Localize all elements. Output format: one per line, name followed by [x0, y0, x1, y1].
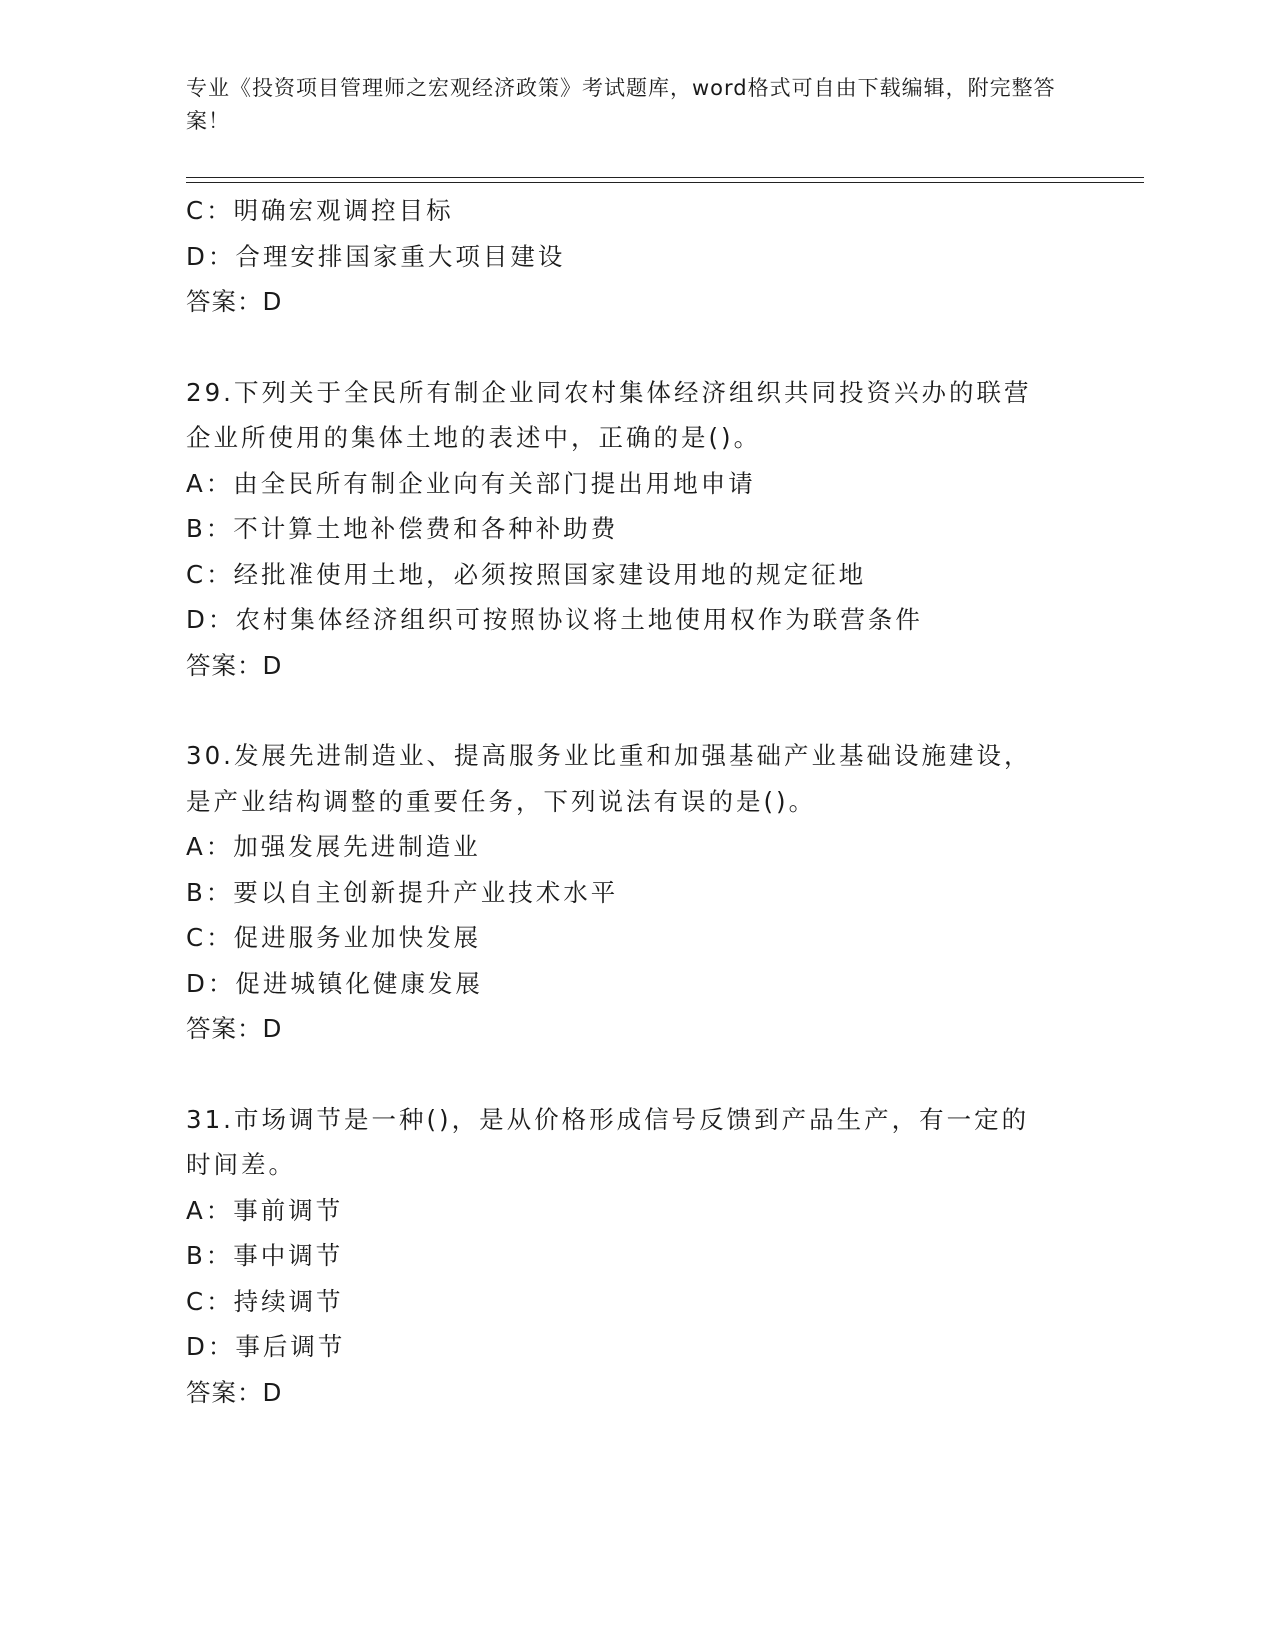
- question-list: [186, 188, 1086, 1415]
- option-b: B：不计算土地补偿费和各种补助费: [186, 514, 619, 543]
- question-text-line: 31.市场调节是一种()，是从价格形成信号反馈到产品生产，有一定的: [186, 1104, 1030, 1134]
- spacer: [186, 325, 1086, 370]
- question-continued: [186, 188, 1086, 325]
- answer-line: 答案：D: [186, 1014, 283, 1043]
- option-b: B：事中调节: [186, 1241, 344, 1270]
- question-text-line: 30.发展先进制造业、提高服务业比重和加强基础产业基础设施建设，: [186, 741, 1032, 770]
- header-divider-bottom: [186, 182, 1144, 183]
- option-d: D：促进城镇化健康发展: [186, 968, 483, 998]
- option-c: C：促进服务业加快发展: [186, 923, 482, 952]
- option-d: D：合理安排国家重大项目建设: [186, 241, 566, 271]
- answer-line: 答案：D: [186, 650, 283, 680]
- spacer: [186, 688, 1086, 733]
- question-text-line: 时间差。: [186, 1150, 296, 1179]
- question-text-line: 29.下列关于全民所有制企业同农村集体经济组织共同投资兴办的联营: [186, 377, 1032, 407]
- question-text-line: 企业所使用的集体土地的表述中，正确的是()。: [186, 423, 762, 452]
- option-c: C：经批准使用土地，必须按照国家建设用地的规定征地: [186, 559, 867, 589]
- question-31: [186, 1097, 1086, 1416]
- document-header: 专业《投资项目管理师之宏观经济政策》考试题库，word格式可自由下载编辑，附完整答案！: [186, 76, 1056, 133]
- option-d: D：事后调节: [186, 1332, 346, 1361]
- answer-line: 答案：D: [186, 287, 283, 316]
- question-30: [186, 733, 1086, 1052]
- option-a: A：加强发展先进制造业: [186, 832, 481, 861]
- option-c: C：明确宏观调控目标: [186, 196, 454, 225]
- spacer: [186, 1052, 1086, 1097]
- option-b: B：要以自主创新提升产业技术水平: [186, 877, 619, 907]
- question-29: [186, 370, 1086, 689]
- header-divider-top: [186, 177, 1144, 178]
- option-d: D：农村集体经济组织可按照协议将土地使用权作为联营条件: [186, 605, 923, 634]
- option-a: A：事前调节: [186, 1195, 344, 1225]
- option-a: A：由全民所有制企业向有关部门提出用地申请: [186, 468, 756, 498]
- question-text-line: 是产业结构调整的重要任务，下列说法有误的是()。: [186, 786, 817, 816]
- option-c: C：持续调节: [186, 1286, 344, 1316]
- answer-line: 答案：D: [186, 1377, 283, 1407]
